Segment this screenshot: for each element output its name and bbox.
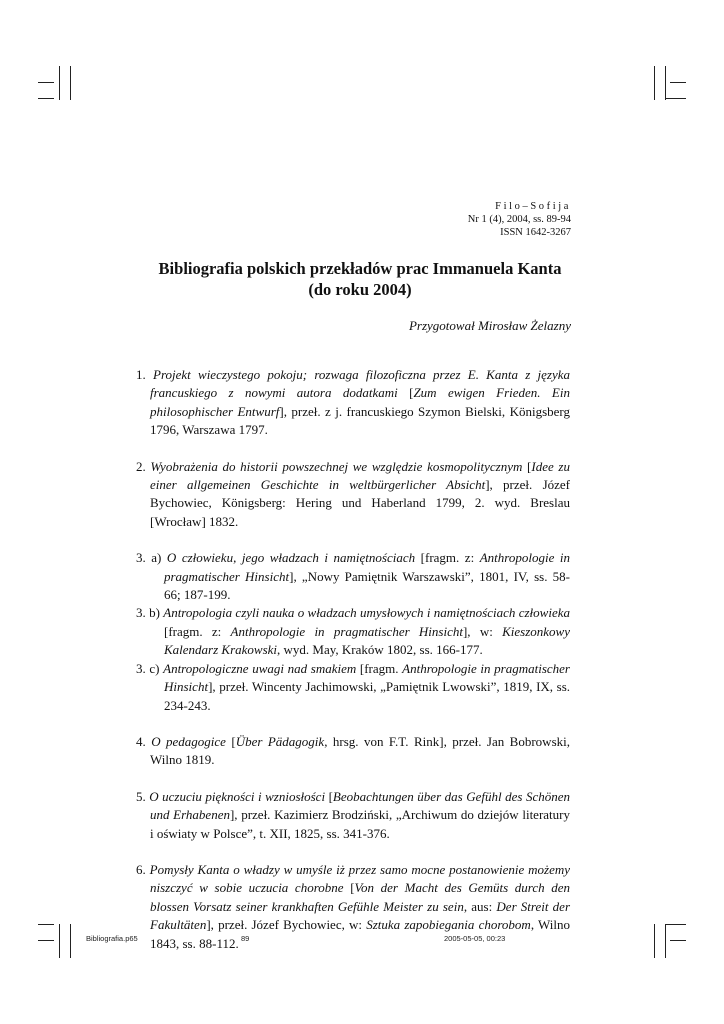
entry-source-title: Der Streit der Fakultäten [150, 898, 571, 933]
entry-original-title: Beobachtungen über das Gefühl des Schönen und Erhabenen [150, 788, 570, 823]
entry-number: 6. [136, 861, 150, 877]
entry-text: ], przeł. Józef Bychowiec, Königsberg: Hering und Haberland 1799, 2. wyd. Breslau [Wrocław] 1832. [150, 477, 570, 529]
entry-text: ], przeł. Kazimierz Brodziński, „Archiwum do dziejów literatury i oświaty w Polsce”, t. XII, 1825, ss. 341-376. [150, 807, 570, 841]
crop-mark [670, 82, 686, 83]
title-line-2: (do roku 2004) [308, 280, 412, 299]
entry-title: Projekt wieczystego pokoju; rozwaga filozoficzna przez E. Kanta z języka francuskiego z nowymi autora dodatkami [150, 367, 570, 401]
crop-mark [59, 924, 60, 958]
crop-mark [38, 940, 54, 941]
entry-title: O uczuciu piękności i wzniosłości [149, 788, 326, 804]
crop-mark [38, 82, 54, 83]
crop-mark [38, 924, 54, 925]
entry-number: 2. [136, 458, 151, 474]
entry-text: [fragm. z: [164, 623, 231, 639]
entry-text: [ [325, 788, 333, 804]
bibliography-entry-5 [136, 788, 570, 843]
entry-text: [ [397, 385, 414, 401]
bibliography-entry-1 [136, 366, 570, 440]
entry-original-title: Von der Macht des Gemüts durch den blossen Vorsatz seiner krankhaften Gefühle Meister zu sein [150, 880, 571, 914]
bibliography-entry-3b [136, 604, 570, 659]
entry-title: O człowieku, jego władzach i namiętnościach [166, 550, 416, 566]
entry-number: 3. c) [136, 660, 164, 676]
entry-title: Wyobrażenia do historii powszechnej we względzie kosmopolitycznym [150, 458, 523, 474]
entry-number: 3. b) [136, 605, 164, 621]
footer-filename: Bibliografia.p65 [86, 934, 138, 943]
bibliography-entry-2 [136, 458, 570, 532]
entry-publication: Sztuka zapobiegania chorobom [366, 917, 531, 933]
crop-mark [70, 66, 71, 100]
entry-text: [fragm. [356, 660, 403, 676]
bibliography-entry-3c [136, 660, 570, 715]
entry-number: 3. a) [136, 550, 167, 566]
bibliography-entry-3a [136, 549, 570, 604]
entry-title: Pomysły Kanta o władzy w umyśle iż przez samo mocne postanowienie możemy niszczyć w sobie uczucia chorobne [149, 861, 571, 896]
entry-text: , Wilno 1843, ss. 88-112. [150, 917, 570, 951]
entry-text: , hrsg. von F.T. Rink], przeł. Jan Bobrowski, Wilno 1819. [150, 733, 570, 768]
entry-text: , wyd. May, Kraków 1802, ss. 166-177. [277, 642, 483, 658]
entry-original-title: Anthropologie in pragmatischer Hinsicht [230, 623, 463, 639]
journal-issue: Nr 1 (4), 2004, ss. 89-94 [467, 214, 571, 225]
entry-text: [ [343, 880, 355, 896]
footer-page-number: 89 [241, 934, 250, 943]
crop-mark [665, 924, 686, 925]
crop-mark [654, 66, 655, 100]
title-line-1: Bibliografia polskich przekładów prac Immanuela Kanta [158, 259, 562, 278]
entry-number: 1. [136, 367, 153, 382]
footer-timestamp: 2005-05-05, 00:23 [444, 934, 506, 943]
bibliography-list [136, 366, 570, 953]
crop-mark [665, 98, 686, 99]
entry-original-title: Idee zu einer allgemeinen Geschichte in weltbürgerlicher Absicht [150, 458, 570, 493]
bibliography-entry-4 [136, 733, 570, 770]
entry-publication: Kieszonkowy Kalendarz Krakowski [164, 623, 570, 658]
crop-mark [70, 924, 71, 958]
entry-text: ], w: [462, 623, 503, 639]
crop-mark [665, 66, 666, 100]
entry-text: ], przeł. z j. francuskiego Szymon Bielski, Königsberg 1796, Warszawa 1797. [150, 403, 571, 438]
author-credit: Przygotował Mirosław Żelazny [408, 318, 571, 333]
crop-mark [665, 924, 666, 958]
crop-mark [38, 98, 54, 99]
entry-text: ], „Nowy Pamiętnik Warszawski”, 1801, IV, ss. 58-66; 187-199. [164, 568, 570, 603]
page-title [110, 258, 610, 300]
entry-title: Antropologia czyli nauka o władzach umysłowych i namiętnościach człowieka [163, 605, 570, 621]
entry-original-title: Zum ewigen Frieden. Ein philosophischer Entwurf [150, 385, 570, 419]
journal-header [468, 200, 571, 239]
entry-text: , aus: [463, 898, 497, 914]
journal-name: Filo–Sofija [495, 201, 571, 212]
entry-number: 5. [136, 788, 150, 804]
entry-original-title: Über Pädagogik [235, 733, 325, 749]
entry-text: [fragm. z: [415, 550, 480, 566]
crop-mark [654, 924, 655, 958]
entry-title: O pedagogice [151, 733, 226, 749]
crop-mark [670, 940, 686, 941]
entry-text: ], przeł. Józef Bychowiec, w: [206, 917, 367, 933]
entry-text: [ [522, 458, 532, 474]
entry-text: ], przeł. Wincenty Jachimowski, „Pamiętnik Lwowski”, 1819, IX, ss. 234-243. [164, 679, 570, 713]
entry-title: Antropologiczne uwagi nad smakiem [163, 660, 357, 676]
entry-original-title: Anthropologie in pragmatischer Hinsicht [164, 660, 570, 695]
entry-text: [ [225, 733, 236, 749]
entry-number: 4. [136, 733, 152, 749]
crop-mark [59, 66, 60, 100]
journal-issn: ISSN 1642-3267 [500, 227, 571, 238]
entry-original-title: Anthropologie in pragmatischer Hinsicht [164, 550, 570, 584]
